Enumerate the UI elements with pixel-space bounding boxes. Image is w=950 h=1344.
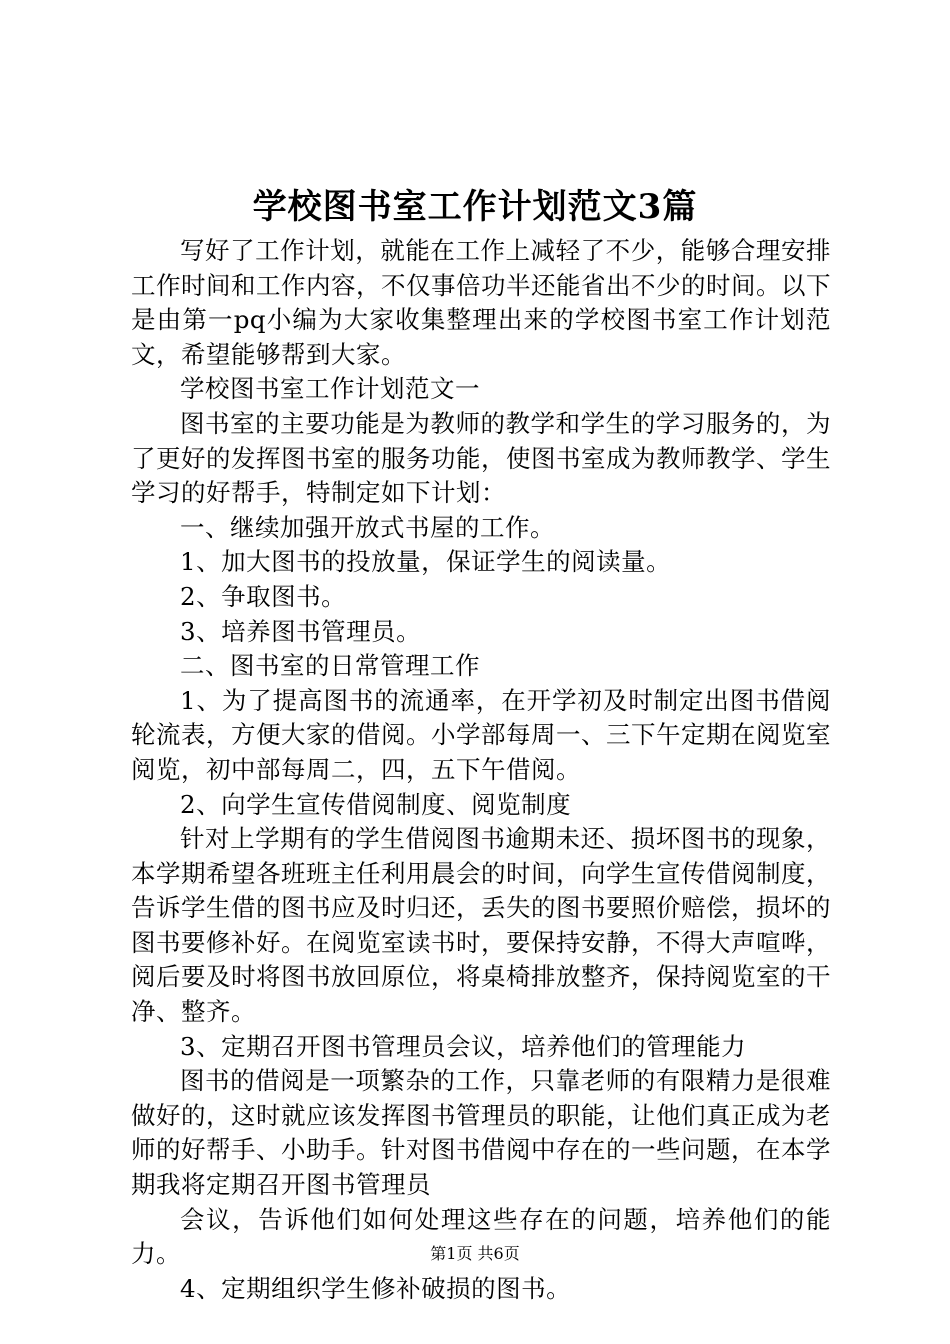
- paragraph-item-2-3-detail: 图书的借阅是一项繁杂的工作，只靠老师的有限精力是很难做好的，这时就应该发挥图书管理员的职能，让他们真正成为老师的好帮手、小助手。针对图书借阅中存在的一些问题，在本学期我将定期召开图书管理员: [131, 1066, 831, 1200]
- page-footer: 第1页 共6页: [430, 1244, 520, 1263]
- paragraph-item-2-2: 2、向学生宣传借阅制度、阅览制度: [180, 789, 572, 819]
- paragraph-item-1-3: 3、培养图书管理员。: [180, 616, 422, 646]
- paragraph-item-2-3: 3、定期召开图书管理员会议，培养他们的管理能力: [180, 1031, 747, 1061]
- paragraph-item-2-1: 1、为了提高图书的流通率，在开学初及时制定出图书借阅轮流表，方便大家的借阅。小学部每周一、三下午定期在阅览室阅览，初中部每周二，四，五下午借阅。: [131, 685, 831, 784]
- paragraph-item-heading-1: 一、继续加强开放式书屋的工作。: [180, 512, 555, 542]
- paragraph-item-2-4: 4、定期组织学生修补破损的图书。: [180, 1273, 572, 1303]
- paragraph-section-heading: 学校图书室工作计划范文一: [180, 374, 480, 404]
- paragraph-item-1-2: 2、争取图书。: [180, 581, 347, 611]
- paragraph-item-2-2-detail: 针对上学期有的学生借阅图书逾期未还、损坏图书的现象，本学期希望各班班主任利用晨会的时间，向学生宣传借阅制度，告诉学生借的图书应及时归还，丢失的图书要照价赔偿，损坏的图书要修补好。在阅览室读书时，要保持安静，不得大声喧哗，阅后要及时将图书放回原位，将桌椅排放整齐，保持阅览室的干净、整齐。: [131, 824, 831, 1027]
- paragraph-item-1-1: 1、加大图书的投放量，保证学生的阅读量。: [180, 547, 672, 577]
- paragraph-intro: 写好了工作计划，就能在工作上减轻了不少，能够合理安排工作时间和工作内容，不仅事倍功半还能省出不少的时间。以下是由第一pq小编为大家收集整理出来的学校图书室工作计划范文，希望能够帮到大家。: [131, 236, 831, 369]
- document-title: 学校图书室工作计划范文3篇: [252, 187, 698, 227]
- paragraph-item-heading-2: 二、图书室的日常管理工作: [180, 651, 480, 681]
- paragraph-item-2-3-continued: 会议，告诉他们如何处理这些存在的问题，培养他们的能力。: [131, 1204, 831, 1269]
- paragraph-purpose: 图书室的主要功能是为教师的教学和学生的学习服务的，为了更好的发挥图书室的服务功能，使图书室成为教师教学、学生学习的好帮手，特制定如下计划：: [131, 408, 831, 508]
- document-body: [131, 234, 831, 1306]
